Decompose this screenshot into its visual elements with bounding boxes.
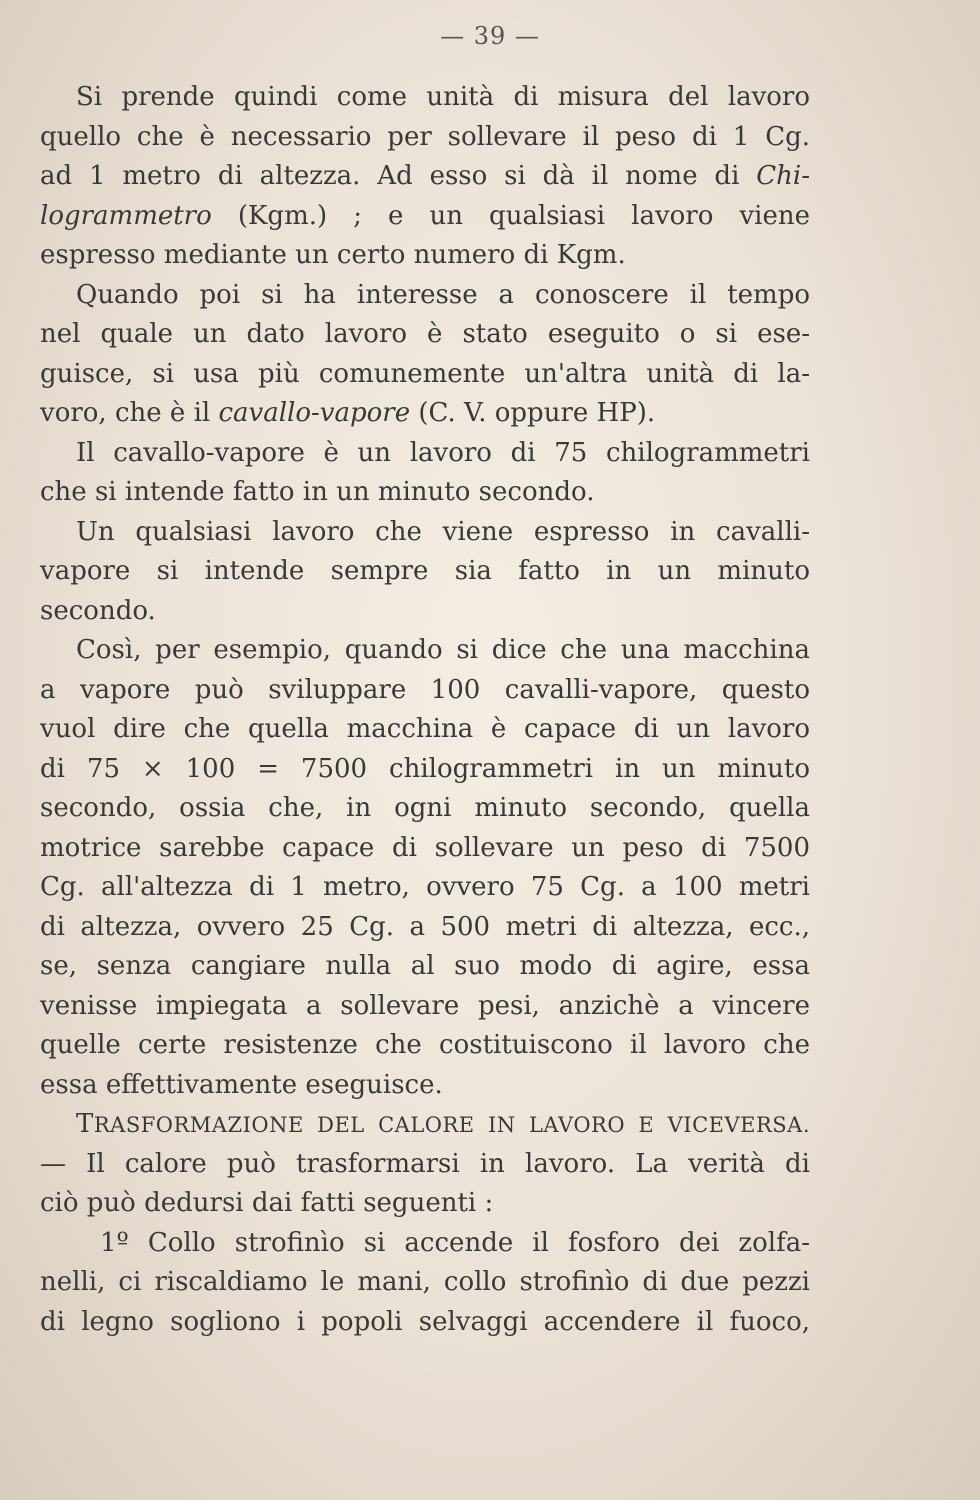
text-line: nel quale un dato lavoro è stato eseguito o si ese- [40, 319, 810, 349]
text-span: ad 1 metro di altezza. Ad esso si dà il nome di [40, 161, 757, 191]
text-line: a vapore può sviluppare 100 cavalli-vapore, questo [40, 674, 810, 705]
text-line: Quando poi si ha interesse a conoscere il tempo [76, 279, 810, 310]
text-span: (C. V. oppure HP). [410, 398, 656, 428]
text-line [40, 394, 810, 434]
text-line: venisse impiegata a sollevare pesi, anzichè a vincere [40, 990, 810, 1021]
page-number: — 39 — [440, 22, 540, 50]
text-line: quelle certe resistenze che costituiscono il lavoro che [40, 1030, 810, 1060]
text-span: (Kgm.) ; e un qualsiasi lavoro viene [211, 200, 810, 231]
text-span: voro, che è il [40, 398, 219, 428]
italic-term: Chi- [756, 161, 810, 191]
body-text [40, 78, 810, 1342]
text-line: Il cavallo-vapore è un lavoro di 75 chilogrammetri [76, 437, 810, 468]
italic-term: cavallo-vapore [218, 398, 411, 428]
heading-text: RASFORMAZIONE DEL CALORE IN LAVORO E VICEVERSA. [93, 1113, 810, 1137]
text-line: Un qualsiasi lavoro che viene espresso in cavalli- [76, 516, 810, 547]
text-line: vuol dire che quella macchina è capace di un lavoro [40, 714, 810, 744]
text-line: — Il calore può trasformarsi in lavoro. La verità di [40, 1148, 810, 1179]
text-line: Così, per esempio, quando si dice che una macchina [76, 635, 810, 665]
text-line [40, 157, 810, 197]
text-line: secondo, ossia che, in ogni minuto secondo, quella [40, 793, 810, 823]
text-line: ciò può dedursi dai fatti seguenti : [40, 1188, 494, 1218]
text-line: vapore si intende sempre sia fatto in un minuto [40, 556, 810, 586]
text-line: Cg. all'altezza di 1 metro, ovvero 75 Cg. a 100 metri [40, 872, 810, 902]
text-line: 1º Collo strofinìo si accende il fosforo dei zolfa- [100, 1227, 810, 1258]
section-heading [40, 1105, 810, 1145]
text-line: secondo. [40, 595, 156, 626]
text-line [40, 197, 810, 237]
italic-term: logrammetro [40, 200, 212, 231]
text-line: nelli, ci riscaldiamo le mani, collo strofinìo di due pezzi [40, 1267, 810, 1297]
text-line: motrice sarebbe capace di sollevare un peso di 7500 [40, 832, 810, 863]
text-line: che si intende fatto in un minuto secondo. [40, 477, 595, 507]
text-line: essa effettivamente eseguisce. [40, 1069, 443, 1100]
text-line: Si prende quindi come unità di misura del lavoro [76, 82, 810, 112]
text-line: di legno sogliono i popoli selvaggi accendere il fuoco, [40, 1306, 810, 1337]
text-line: espresso mediante un certo numero di Kgm. [40, 240, 626, 270]
text-line: se, senza cangiare nulla al suo modo di agire, essa [40, 951, 810, 981]
heading-initial: T [76, 1109, 94, 1139]
text-line: di 75 × 100 = 7500 chilogrammetri in un minuto [40, 753, 810, 784]
text-line: guisce, si usa più comunemente un'altra unità di la- [40, 358, 810, 389]
text-line: di altezza, ovvero 25 Cg. a 500 metri di altezza, ecc., [40, 911, 810, 942]
text-line: quello che è necessario per sollevare il peso di 1 Cg. [40, 121, 810, 152]
